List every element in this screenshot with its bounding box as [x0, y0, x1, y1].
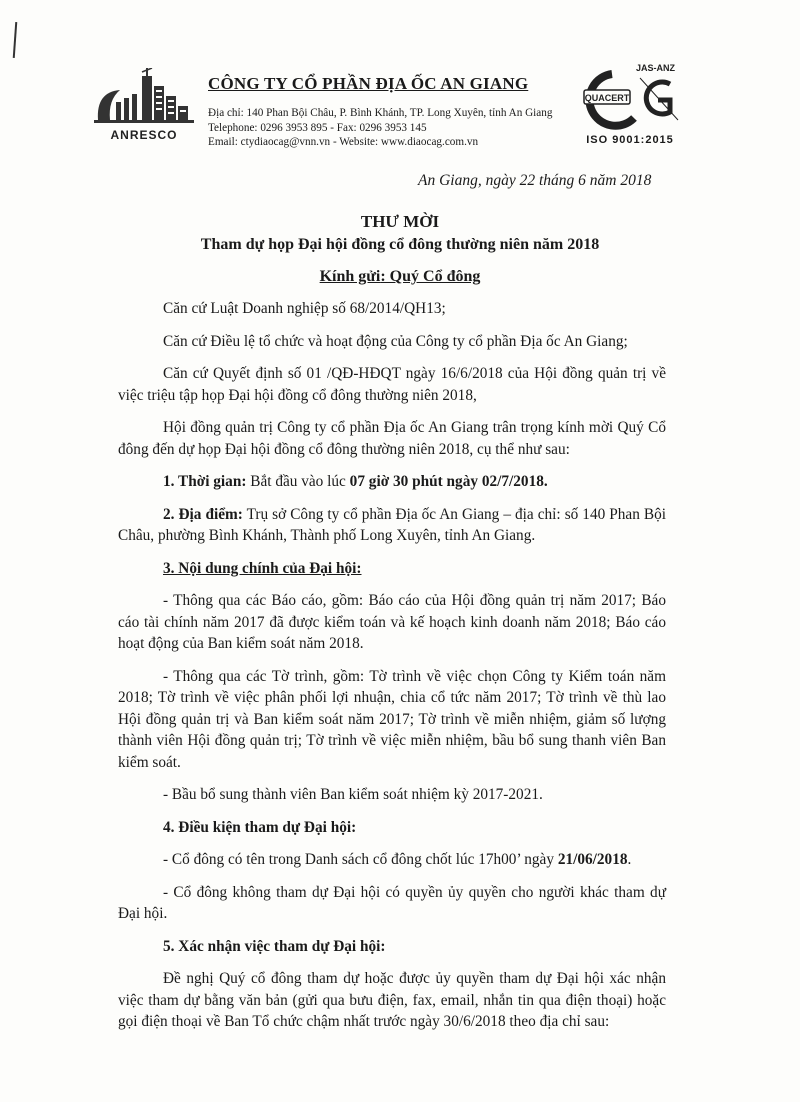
condition-item-1 — [118, 849, 666, 871]
section-location — [118, 504, 666, 547]
document-subtitle: Tham dự họp Đại hội đồng cổ đông thường niên năm 2018 — [200, 236, 600, 253]
date-line: An Giang, ngày 22 tháng 6 năm 2018 — [418, 172, 652, 189]
section-time-label: 1. Thời gian: — [163, 473, 247, 490]
confirmation-paragraph: Đề nghị Quý cổ đông tham dự hoặc được ủy quyền tham dự Đại hội xác nhận việc tham dự bằng văn bản (gửi qua bưu điện, fax, email, nhắn tin qua điện thoại) hoặc gọi điện thoại về Ban Tổ chức chậm nhất trước ngày 30/6/2018 theo địa chỉ sau: — [118, 970, 666, 1030]
section-conditions-heading — [118, 817, 666, 839]
section-agenda-heading — [118, 558, 666, 580]
agenda-item-election: - Bầu bổ sung thành viên Ban kiểm soát nhiệm kỳ 2017-2021. — [163, 786, 543, 803]
letter-body — [118, 298, 666, 1044]
agenda-item-reports: - Thông qua các Báo cáo, gồm: Báo cáo của Hội đồng quản trị năm 2017; Báo cáo tài chính năm 2017 đã được kiểm toán và kế hoạch kinh doanh năm 2018; Báo cáo hoạt động của Ban kiểm soát năm 2018. — [118, 592, 666, 652]
section-confirmation-heading — [118, 936, 666, 958]
section-agenda-label: 3. Nội dung chính của Đại hội: — [163, 559, 362, 577]
logo-text: ANRESCO — [110, 128, 178, 142]
company-address: Địa chỉ: 140 Phan Bội Châu, P. Bình Khánh, TP. Long Xuyên, tỉnh An Giang — [208, 107, 553, 119]
section-time-value: 07 giờ 30 phút ngày 02/7/2018. — [349, 473, 548, 490]
building-logo-icon — [90, 68, 198, 128]
paragraph-legal-basis-3: Căn cứ Quyết định số 01 /QĐ-HĐQT ngày 16/6/2018 của Hội đồng quản trị về việc triệu tập họp Đại hội đồng cổ đông thường niên 2018, — [118, 365, 666, 404]
company-contact — [208, 106, 552, 150]
paragraph-invitation: Hội đồng quản trị Công ty cổ phần Địa ốc An Giang trân trọng kính mời Quý Cổ đông đến dự họp Đại hội đồng cổ đông thường niên 2018, cụ thể như sau: — [118, 419, 666, 458]
section-conditions-label: 4. Điều kiện tham dự Đại hội: — [163, 818, 357, 836]
paragraph-legal-basis-1: Căn cứ Luật Doanh nghiệp số 68/2014/QH13; — [163, 300, 446, 317]
section-time — [118, 471, 666, 493]
pen-mark — [13, 22, 18, 58]
condition-record-date: 21/06/2018 — [557, 851, 628, 868]
recipient: : Quý Cổ đông — [380, 268, 481, 285]
iso-certification — [578, 62, 682, 148]
paragraph-legal-basis-2: Căn cứ Điều lệ tổ chức và hoạt động của Công ty cổ phần Địa ốc An Giang; — [163, 332, 628, 350]
company-email: Email: ctydiaocag@vnn.vn - Website: www.diaocag.com.vn — [208, 136, 479, 148]
recipient-line — [0, 268, 800, 286]
section-time-text: Bắt đầu vào lúc — [246, 473, 350, 490]
company-phone: Telephone: 0296 3953 895 - Fax: 0296 3953 145 — [208, 121, 427, 134]
company-name: CÔNG TY CỔ PHẦN ĐỊA ỐC AN GIANG — [208, 74, 529, 93]
section-location-label: 2. Địa điểm: — [163, 505, 243, 523]
document-title: THƯ MỜI — [360, 212, 440, 231]
cert-badge-text: QUACERT — [584, 93, 630, 103]
recipient-label: Kính gửi — [319, 268, 381, 285]
section-location-text: Trụ sở Công ty cổ phần Địa ốc An Giang – địa chỉ: số 140 Phan Bội Châu, phường Bình Khánh, Thành phố Long Xuyên, tỉnh An Giang. — [118, 505, 666, 544]
condition-item-1-text: - Cổ đông có tên trong Danh sách cổ đông chốt lúc 17h00’ ngày — [163, 851, 558, 868]
condition-item-2: - Cổ đông không tham dự Đại hội có quyền ủy quyền cho người khác tham dự Đại hội. — [118, 883, 666, 922]
quacert-logo-icon — [578, 62, 682, 132]
company-logo — [90, 68, 198, 148]
condition-item-1-end: . — [627, 851, 632, 868]
cert-top-text: JAS-ANZ — [636, 63, 676, 73]
section-confirmation-label: 5. Xác nhận việc tham dự Đại hội: — [163, 937, 386, 955]
iso-label: ISO 9001:2015 — [586, 134, 674, 146]
agenda-item-proposals: - Thông qua các Tờ trình, gồm: Tờ trình về việc chọn Công ty Kiểm toán năm 2018; Tờ trình về việc phân phối lợi nhuận, chia cổ tức năm 2017; Tờ trình về thù lao Hội đồng quản trị và Ban kiểm soát năm 2017; Tờ trình về miễn nhiệm, giảm số lượng thành viên Hội đồng quản trị; Tờ trình về việc miễn nhiệm, bầu bổ sung thanh viên Ban kiểm soát. — [118, 667, 666, 771]
